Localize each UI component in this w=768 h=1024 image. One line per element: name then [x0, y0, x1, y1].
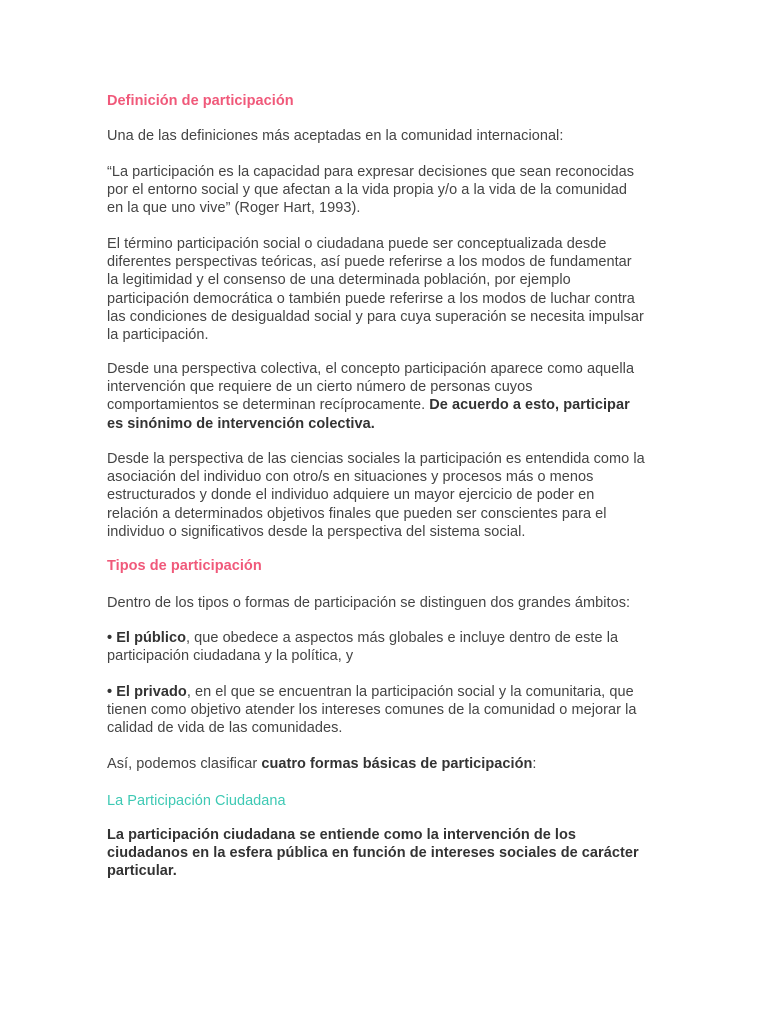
bold-text: cuatro formas básicas de participación: [261, 756, 533, 772]
paragraph-clasificar: [107, 755, 667, 773]
paragraph-ciudadana-definicion: [107, 826, 667, 881]
bold-text: • El público: [107, 630, 186, 646]
text-line: [107, 683, 667, 701]
text-line: participación ciudadana y la política, y: [107, 648, 354, 665]
text-line: “La participación es la capacidad para expresar decisiones que sean reconocidas: [107, 164, 635, 180]
text-line: Desde una perspectiva colectiva, el concepto participación aparece como aquella: [107, 361, 635, 377]
paragraph-tipos-intro: Dentro de los tipos o formas de participación se distinguen dos grandes ámbitos:: [107, 595, 631, 611]
bold-text-line: particular.: [107, 863, 177, 880]
bold-text-line: La participación ciudadana se entiende como la intervención de los: [107, 827, 577, 843]
text-line: diferentes perspectivas teóricas, así puede referirse a los modos de fundamentar: [107, 254, 632, 271]
text-line: la participación.: [107, 327, 209, 344]
text-line: estructurados y donde el individuo adquiere un mayor ejercicio de poder en: [107, 487, 595, 504]
text-line: individuo o significativos desde la perspectiva del sistema social.: [107, 523, 526, 540]
heading-tipos: Tipos de participación: [107, 558, 262, 574]
text-line: calidad de vida de las comunidades.: [107, 720, 343, 737]
text-line: relación a determinados objetivos finales que pueden ser conscientes para el: [107, 505, 607, 522]
text-line: asociación del individuo con otro/s en situaciones y procesos más o menos: [107, 469, 594, 486]
text-line: en la que uno vive” (Roger Hart, 1993).: [107, 200, 361, 217]
text-line: [107, 629, 667, 647]
bold-text-line: ciudadanos en la esfera pública en función de intereses sociales de carácter: [107, 845, 639, 862]
paragraph-colectiva: [107, 360, 667, 433]
text-line: participación democrática o también puede referirse a los modos de luchar contra: [107, 290, 635, 307]
text-line: tienen como objetivo atender los intereses comunes de la comunidad o mejorar la: [107, 702, 637, 719]
text-line: por el entorno social y que afectan a la vida propia y/o a la vida de la comunidad: [107, 182, 627, 199]
text-span: :: [532, 756, 537, 772]
paragraph-intro: Una de las definiciones más aceptadas en la comunidad internacional:: [107, 128, 564, 144]
bold-text: De acuerdo a esto, participar: [429, 397, 630, 414]
text-line: las condiciones de desigualdad social y para cuya superación se necesita impulsar: [107, 308, 644, 325]
paragraph-termino: [107, 235, 667, 344]
text-span: Así, podemos clasificar: [107, 756, 262, 772]
paragraph-publico: [107, 629, 667, 665]
paragraph-ciencias: [107, 450, 667, 541]
text-span: comportamientos se determinan recíprocamente.: [107, 397, 426, 414]
text-line: El término participación social o ciudadana puede ser conceptualizada desde: [107, 236, 607, 252]
text-line: la legitimidad y el consenso de una determinada población, por ejemplo: [107, 272, 571, 289]
bold-text: • El privado: [107, 684, 187, 700]
text-span: , que obedece a aspectos más globales e incluye dentro de este la: [185, 630, 619, 646]
text-line: Desde la perspectiva de las ciencias sociales la participación es entendida como la: [107, 451, 645, 467]
bold-text-line: es sinónimo de intervención colectiva.: [107, 415, 375, 432]
text-line: intervención que requiere de un cierto número de personas cuyos: [107, 379, 533, 396]
paragraph-quote: [107, 163, 667, 218]
subheading-participacion-ciudadana: La Participación Ciudadana: [107, 793, 286, 809]
heading-definicion: Definición de participación: [107, 93, 294, 109]
paragraph-privado: [107, 683, 667, 738]
text-line: [107, 396, 667, 414]
text-span: , en el que se encuentran la participación social y la comunitaria, que: [186, 684, 634, 700]
